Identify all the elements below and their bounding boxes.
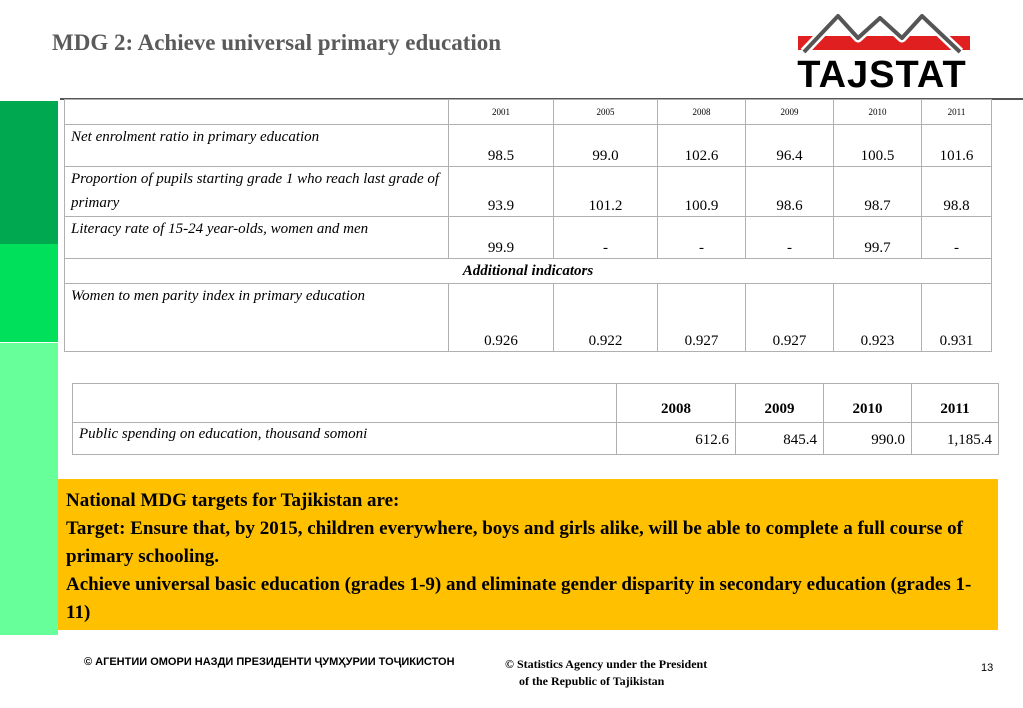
row-label: Public spending on education, thousand somoni bbox=[73, 423, 617, 455]
cell-value: 98.8 bbox=[922, 167, 992, 217]
logo-text: TAJSTAT bbox=[790, 54, 974, 96]
page-title: MDG 2: Achieve universal primary education bbox=[52, 30, 502, 55]
footer-copyright-english bbox=[505, 656, 805, 690]
cell-value: 990.0 bbox=[824, 423, 912, 455]
page-number: 13 bbox=[981, 662, 994, 674]
cell-value: 100.5 bbox=[834, 125, 922, 167]
targets-line: Achieve universal basic education (grades 1-9) and eliminate gender disparity in secondary education (grades 1-11) bbox=[66, 574, 972, 623]
footer-copyright-tajik: © АГЕНТИИ ОМОРИ НАЗДИ ПРЕЗИДЕНТИ ҶУМҲУРИИ ТОҶИКИСТОН bbox=[84, 656, 455, 668]
row-label: Women to men parity index in primary education bbox=[65, 284, 449, 352]
cell-value: 1,185.4 bbox=[912, 423, 999, 455]
spending-table bbox=[72, 383, 999, 455]
year-header: 2010 bbox=[824, 384, 912, 423]
year-header: 2010 bbox=[834, 100, 922, 125]
cell-value: 99.7 bbox=[834, 217, 922, 259]
cell-value: 0.931 bbox=[922, 284, 992, 352]
table-row bbox=[65, 167, 992, 217]
side-bar-mid-green bbox=[0, 244, 58, 342]
year-header: 2008 bbox=[658, 100, 746, 125]
table-header-row bbox=[73, 384, 999, 423]
cell-value: 98.6 bbox=[746, 167, 834, 217]
row-label: Net enrolment ratio in primary education bbox=[65, 125, 449, 167]
targets-line: Target: Ensure that, by 2015, children everywhere, boys and girls alike, will be able to complete a full course of primary schooling. bbox=[66, 518, 964, 567]
cell-value: 0.927 bbox=[658, 284, 746, 352]
national-targets-box bbox=[58, 479, 998, 630]
table-row bbox=[65, 125, 992, 167]
additional-indicators-row bbox=[65, 259, 992, 284]
table-row bbox=[73, 423, 999, 455]
table-row bbox=[65, 284, 992, 352]
cell-value: 101.2 bbox=[554, 167, 658, 217]
year-header: 2011 bbox=[912, 384, 999, 423]
additional-indicators-heading: Additional indicators bbox=[65, 259, 992, 284]
indicators-table bbox=[64, 99, 992, 352]
cell-value: 98.5 bbox=[449, 125, 554, 167]
row-label: Proportion of pupils starting grade 1 who reach last grade of primary bbox=[65, 167, 449, 217]
row-label: Literacy rate of 15-24 year-olds, women and men bbox=[65, 217, 449, 259]
year-header: 2011 bbox=[922, 100, 992, 125]
cell-value: 0.926 bbox=[449, 284, 554, 352]
year-header: 2001 bbox=[449, 100, 554, 125]
cell-value: 101.6 bbox=[922, 125, 992, 167]
table-header-row bbox=[65, 100, 992, 125]
cell-value: - bbox=[746, 217, 834, 259]
cell-value: - bbox=[658, 217, 746, 259]
cell-value: - bbox=[554, 217, 658, 259]
cell-value: 100.9 bbox=[658, 167, 746, 217]
targets-heading: National MDG targets for Tajikistan are: bbox=[66, 490, 400, 511]
header-empty-cell bbox=[65, 100, 449, 125]
cell-value: 93.9 bbox=[449, 167, 554, 217]
side-bar-light-green bbox=[0, 343, 58, 635]
year-header: 2008 bbox=[617, 384, 736, 423]
year-header: 2009 bbox=[736, 384, 824, 423]
tajstat-logo bbox=[790, 8, 974, 100]
cell-value: 98.7 bbox=[834, 167, 922, 217]
cell-value: 96.4 bbox=[746, 125, 834, 167]
year-header: 2005 bbox=[554, 100, 658, 125]
table-row bbox=[65, 217, 992, 259]
cell-value: - bbox=[922, 217, 992, 259]
footer-line: of the Republic of Tajikistan bbox=[519, 674, 665, 688]
side-bar-dark-green bbox=[0, 101, 58, 244]
cell-value: 0.923 bbox=[834, 284, 922, 352]
cell-value: 845.4 bbox=[736, 423, 824, 455]
cell-value: 99.0 bbox=[554, 125, 658, 167]
cell-value: 102.6 bbox=[658, 125, 746, 167]
header-empty-cell bbox=[73, 384, 617, 423]
footer-line: © Statistics Agency under the President bbox=[505, 657, 708, 671]
year-header: 2009 bbox=[746, 100, 834, 125]
cell-value: 0.922 bbox=[554, 284, 658, 352]
cell-value: 612.6 bbox=[617, 423, 736, 455]
cell-value: 0.927 bbox=[746, 284, 834, 352]
cell-value: 99.9 bbox=[449, 217, 554, 259]
